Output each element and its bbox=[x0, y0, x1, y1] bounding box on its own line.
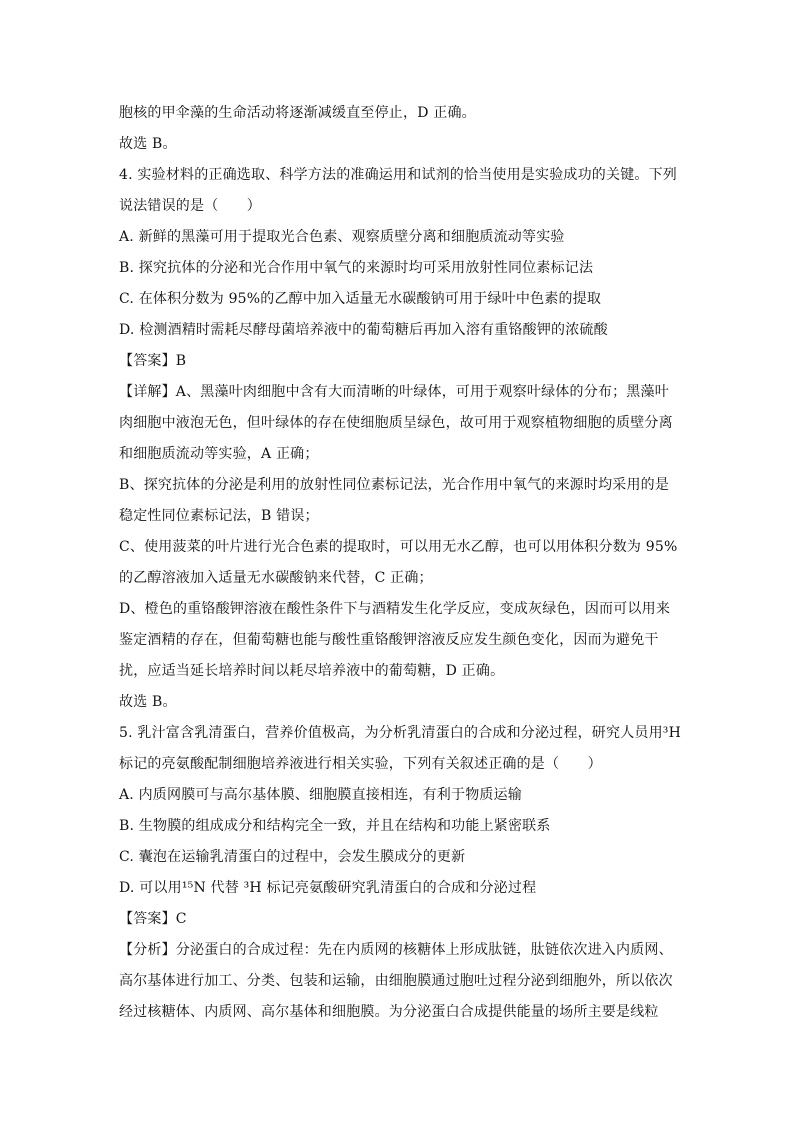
question-5-stem: 5. 乳汁富含乳清蛋白，营养价值极高，为分析乳清蛋白的合成和分泌过程，研究人员用³H bbox=[119, 725, 682, 741]
explanation-text: 鉴定酒精的存在，但葡萄糖也能与酸性重铬酸钾溶液反应发生颜色变化，因而为避免干 bbox=[119, 632, 659, 648]
explanation-text: 肉细胞中液泡无色，但叶绿体的存在使细胞质呈绿色，故可用于观察植物细胞的质壁分离 bbox=[119, 415, 673, 431]
question-4-option-a: A. 新鲜的黑藻可用于提取光合色素、观察质壁分离和细胞质流动等实验 bbox=[119, 229, 565, 245]
explanation-text: 【详解】A、黑藻叶肉细胞中含有大而清晰的叶绿体，可用于观察叶绿体的分布；黑藻叶 bbox=[119, 384, 669, 400]
analysis-text: 【分析】分泌蛋白的合成过程：先在内质网的核糖体上形成肽链，肽链依次进入内质网、 bbox=[119, 942, 673, 958]
question-4-option-b: B. 探究抗体的分泌和光合作用中氧气的来源时均可采用放射性同位素标记法 bbox=[119, 260, 594, 276]
question-5-option-a: A. 内质网膜可与高尔基体膜、细胞膜直接相连，有利于物质运输 bbox=[119, 787, 523, 803]
explanation-text: B、探究抗体的分泌是利用的放射性同位素标记法，光合作用中氧气的来源时均采用的是 bbox=[119, 477, 670, 493]
analysis-text: 经过核糖体、内质网、高尔基体和细胞膜。为分泌蛋白合成提供能量的场所主要是线粒 bbox=[119, 1004, 659, 1020]
text-line: 故选 B。 bbox=[119, 694, 177, 710]
explanation-text: D、橙色的重铬酸钾溶液在酸性条件下与酒精发生化学反应，变成灰绿色，因而可以用来 bbox=[119, 601, 671, 617]
question-4-option-d: D. 检测酒精时需耗尽酵母菌培养液中的葡萄糖后再加入溶有重铬酸钾的浓硫酸 bbox=[119, 322, 608, 338]
question-5-stem: 标记的亮氨酸配制细胞培养液进行相关实验，下列有关叙述正确的是（ ） bbox=[119, 756, 602, 772]
text-line: 胞核的甲伞藻的生命活动将逐渐减缓直至停止，D 正确。 bbox=[119, 105, 476, 121]
analysis-text: 高尔基体进行加工、分类、包装和运输，由细胞膜通过胞吐过程分泌到细胞外，所以依次 bbox=[119, 973, 673, 989]
explanation-text: 和细胞质流动等实验，A 正确； bbox=[119, 446, 319, 462]
question-5-option-c: C. 囊泡在运输乳清蛋白的过程中，会发生膜成分的更新 bbox=[119, 849, 466, 865]
answer-label: 【答案】C bbox=[119, 911, 187, 927]
question-4-stem: 4. 实验材料的正确选取、科学方法的准确运用和试剂的恰当使用是实验成功的关键。下列 bbox=[119, 167, 678, 183]
explanation-text: C、使用菠菜的叶片进行光合色素的提取时，可以用无水乙醇，也可以用体积分数为 95% bbox=[119, 539, 678, 555]
answer-label: 【答案】B bbox=[119, 353, 187, 369]
explanation-text: 扰，应适当延长培养时间以耗尽培养液中的葡萄糖，D 正确。 bbox=[119, 663, 505, 679]
explanation-text: 的乙醇溶液加入适量无水碳酸钠来代替，C 正确； bbox=[119, 570, 433, 586]
text-line: 故选 B。 bbox=[119, 136, 177, 152]
explanation-text: 稳定性同位素标记法，B 错误； bbox=[119, 508, 319, 524]
question-5-option-b: B. 生物膜的组成成分和结构完全一致，并且在结构和功能上紧密联系 bbox=[119, 818, 551, 834]
question-4-option-c: C. 在体积分数为 95%的乙醇中加入适量无水碳酸钠可用于绿叶中色素的提取 bbox=[119, 291, 602, 307]
question-5-option-d: D. 可以用¹⁵N 代替 ³H 标记亮氨酸研究乳清蛋白的合成和分泌过程 bbox=[119, 880, 537, 896]
question-4-stem: 说法错误的是（ ） bbox=[119, 198, 261, 214]
